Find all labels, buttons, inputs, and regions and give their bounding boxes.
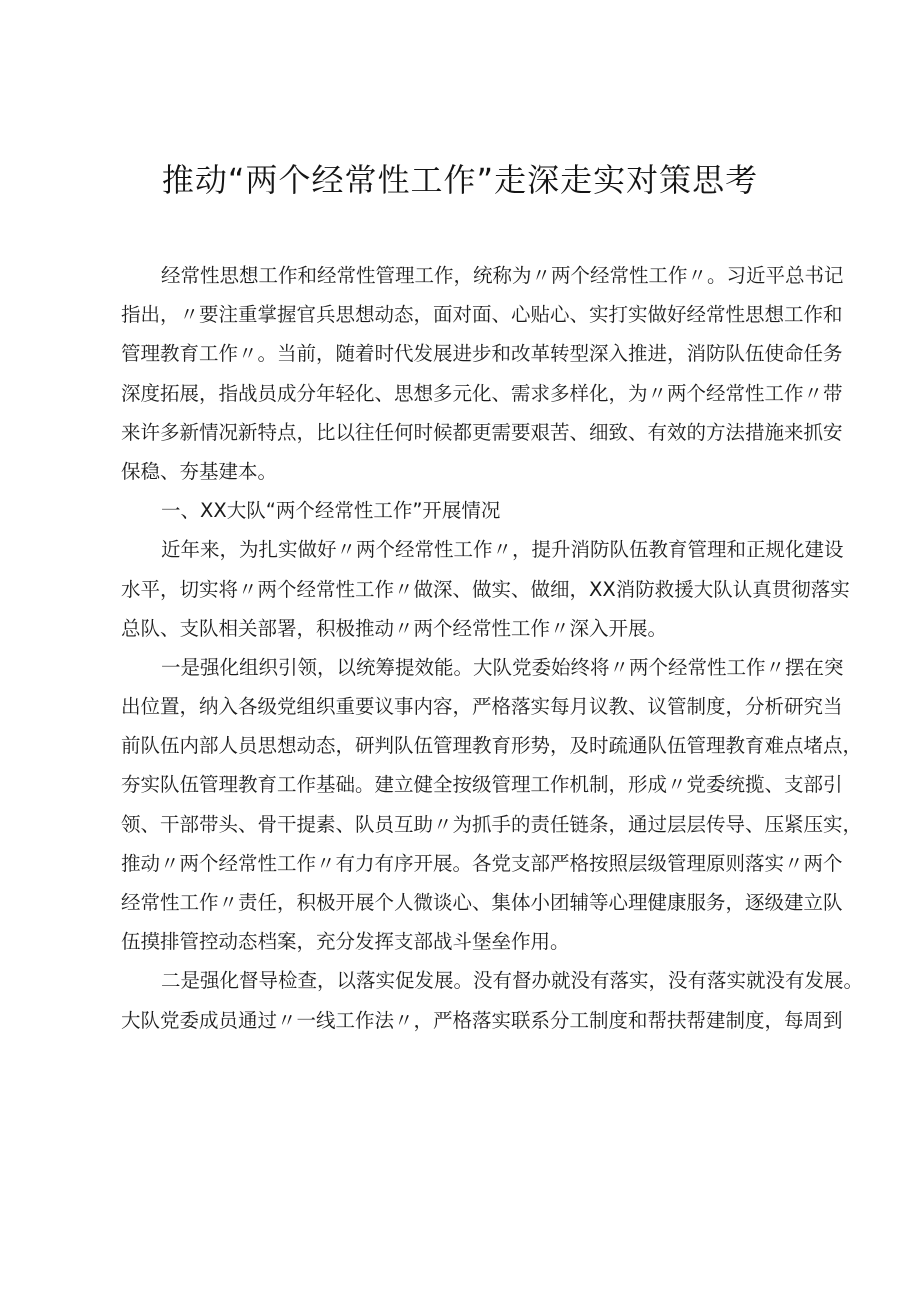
paragraph-line: 一是强化组织引领，以统筹提效能。大队党委始终将〃两个经常性工作〃摆在突 [161, 655, 844, 679]
paragraph-line: 近年来，为扎实做好〃两个经常性工作〃，提升消防队伍教育管理和正规化建设 [161, 538, 844, 562]
paragraph-line: 来许多新情况新特点，比以往任何时候都更需要艰苦、细致、有效的方法措施来抓安 [121, 420, 843, 444]
paragraph-line: 保稳、夯基建本。 [121, 459, 278, 483]
paragraph-line: 前队伍内部人员思想动态，研判队伍管理教育形势，及时疏通队伍管理教育难点堵点， [121, 734, 863, 758]
paragraph-line: 出位置，纳入各级党组织重要议事内容，严格落实每月议教、议管制度，分析研究当 [121, 695, 843, 719]
paragraph-line: 总队、支队相关部署，积极推动〃两个经常性工作〃深入开展。 [121, 616, 668, 640]
paragraph-line: 大队党委成员通过〃一线工作法〃，严格落实联系分工制度和帮扶帮建制度，每周到 [121, 1008, 843, 1032]
paragraph-line: 管理教育工作〃。当前，随着时代发展进步和改革转型深入推进，消防队伍使命任务 [121, 342, 843, 366]
paragraph-line: 夯实队伍管理教育工作基础。建立健全按级管理工作机制，形成〃党委统揽、支部引 [121, 773, 843, 797]
paragraph-line: 二是强化督导检查，以落实促发展。没有督办就没有落实，没有落实就没有发展。 [161, 969, 864, 993]
paragraph-line: 领、干部带头、骨干提素、队员互助〃为抓手的责任链条，通过层层传导、压紧压实， [121, 812, 863, 836]
paragraph-line: 经常性工作〃责任，积极开展个人微谈心、集体小团辅等心理健康服务，逐级建立队 [121, 891, 843, 914]
paragraph-line: 推动〃两个经常性工作〃有力有序开展。各党支部严格按照层级管理原则落实〃两个 [121, 851, 843, 875]
paragraph-line: 水平，切实将〃两个经常性工作〃做深、做实、做细，XX消防救援大队认真贯彻落实 [121, 577, 850, 601]
document-body [121, 256, 864, 1040]
paragraph-line: 深度拓展，指战员成分年轻化、思想多元化、需求多样化，为〃两个经常性工作〃带 [121, 381, 843, 405]
paragraph-line: 指出，〃要注重掌握官兵思想动态，面对面、心贴心、实打实做好经常性思想工作和 [121, 303, 843, 327]
section-heading: 一、XX大队“两个经常性工作”开展情况 [161, 499, 501, 523]
paragraph-line: 伍摸排管控动态档案，充分发挥支部战斗堡垒作用。 [121, 930, 570, 954]
document-title: 推动“两个经常性工作”走深走实对策思考 [161, 161, 759, 199]
paragraph-line: 经常性思想工作和经常性管理工作，统称为〃两个经常性工作〃。习近平总书记 [161, 264, 844, 287]
